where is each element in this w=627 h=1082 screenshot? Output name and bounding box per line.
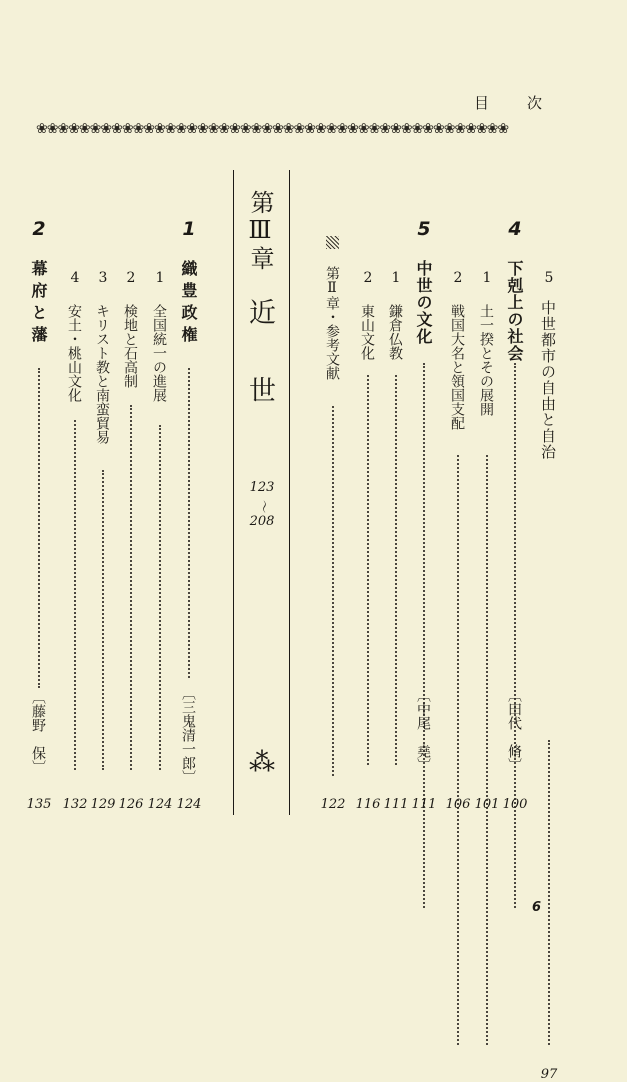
entry-label: 検地と石高制	[122, 304, 138, 388]
leader-dots	[74, 420, 76, 770]
chapter-rule-right	[289, 170, 290, 815]
decorative-border: ❀❀❀❀❀❀❀❀❀❀❀❀❀❀❀❀❀❀❀❀❀❀❀❀❀❀❀❀❀❀❀❀❀❀❀❀❀❀❀❀❀❀❀❀	[36, 122, 509, 136]
entry-page: 97	[540, 1067, 558, 1082]
author-name: 〔三鬼清一郎〕	[180, 686, 196, 784]
section-page: 124	[176, 797, 202, 812]
leader-dots	[332, 406, 334, 776]
entry-number: 1	[388, 270, 404, 286]
chapter-range-separator: 〜	[255, 498, 271, 512]
hatched-square-icon	[326, 236, 339, 249]
entry-page: 116	[355, 797, 381, 812]
entry-number: 2	[450, 270, 466, 286]
entry-label: 土一揆とその展開	[478, 304, 494, 416]
entry-page: 122	[320, 797, 346, 812]
leader-dots	[159, 425, 161, 770]
entry-number: 2	[360, 270, 376, 286]
entry-label: 全国統一の進展	[151, 304, 167, 402]
leader-dots	[188, 368, 190, 678]
entry-page: 106	[445, 797, 471, 812]
entry-number: 5	[541, 270, 557, 286]
section-number: 1	[182, 218, 196, 240]
entry-number: 4	[67, 270, 83, 286]
entry-label: 戦国大名と領国支配	[449, 304, 465, 430]
entry-page: 129	[90, 797, 116, 812]
chapter-ornament-icon: ⁂	[249, 748, 275, 778]
author-name: 〔藤野 保〕	[30, 690, 46, 774]
entry-page: 101	[474, 797, 500, 812]
author-name: 〔田代 脩〕	[506, 688, 522, 772]
entry-label: キリスト教と南蛮貿易	[94, 304, 110, 444]
section-page: 100	[502, 797, 528, 812]
entry-page: 132	[62, 797, 88, 812]
leader-dots	[130, 405, 132, 770]
entry-label: 鎌倉仏教	[387, 304, 403, 360]
page-header: 目次	[474, 94, 581, 112]
section-number: 4	[508, 218, 522, 240]
leader-dots	[548, 740, 550, 1045]
leader-dots	[457, 455, 459, 1045]
section-label: 織豊政権	[179, 260, 198, 348]
section-number: 2	[32, 218, 46, 240]
entry-label: 東山文化	[359, 304, 375, 360]
author-name: 〔中尾 堯〕	[415, 688, 431, 772]
leader-dots	[38, 368, 40, 688]
leader-dots	[367, 375, 369, 765]
leader-dots	[514, 363, 516, 908]
entry-label: 中世都市の自由と自治	[539, 300, 557, 460]
chapter-range-end: 208	[249, 513, 275, 529]
chapter-range-start: 123	[249, 480, 275, 495]
section-page: 135	[26, 797, 52, 812]
entry-label: 安土・桃山文化	[66, 304, 82, 402]
entry-page: 126	[118, 797, 144, 812]
chapter-label: 第Ⅲ章	[246, 190, 274, 272]
entry-page: 124	[147, 797, 173, 812]
chapter-rule-left	[233, 170, 234, 815]
leader-dots	[486, 455, 488, 1045]
leader-dots	[102, 470, 104, 770]
entry-number: 1	[479, 270, 495, 286]
entry-number: 1	[152, 270, 168, 286]
entry-number: 2	[123, 270, 139, 286]
leader-dots	[423, 363, 425, 908]
page-number: 6	[532, 900, 542, 915]
entry-number: 3	[95, 270, 111, 286]
chapter-heading-modern[interactable]	[240, 180, 284, 800]
section-number: 5	[417, 218, 431, 240]
section-page: 111	[411, 797, 437, 812]
section-label: 幕府と藩	[29, 260, 48, 348]
entry-page: 111	[383, 797, 409, 812]
chapter-title: 近 世	[244, 298, 275, 415]
entry-label: 第Ⅱ章・参考文献	[324, 266, 340, 380]
section-label: 中世の文化	[414, 260, 433, 345]
section-label: 下剋上の社会	[505, 260, 524, 362]
leader-dots	[395, 375, 397, 765]
